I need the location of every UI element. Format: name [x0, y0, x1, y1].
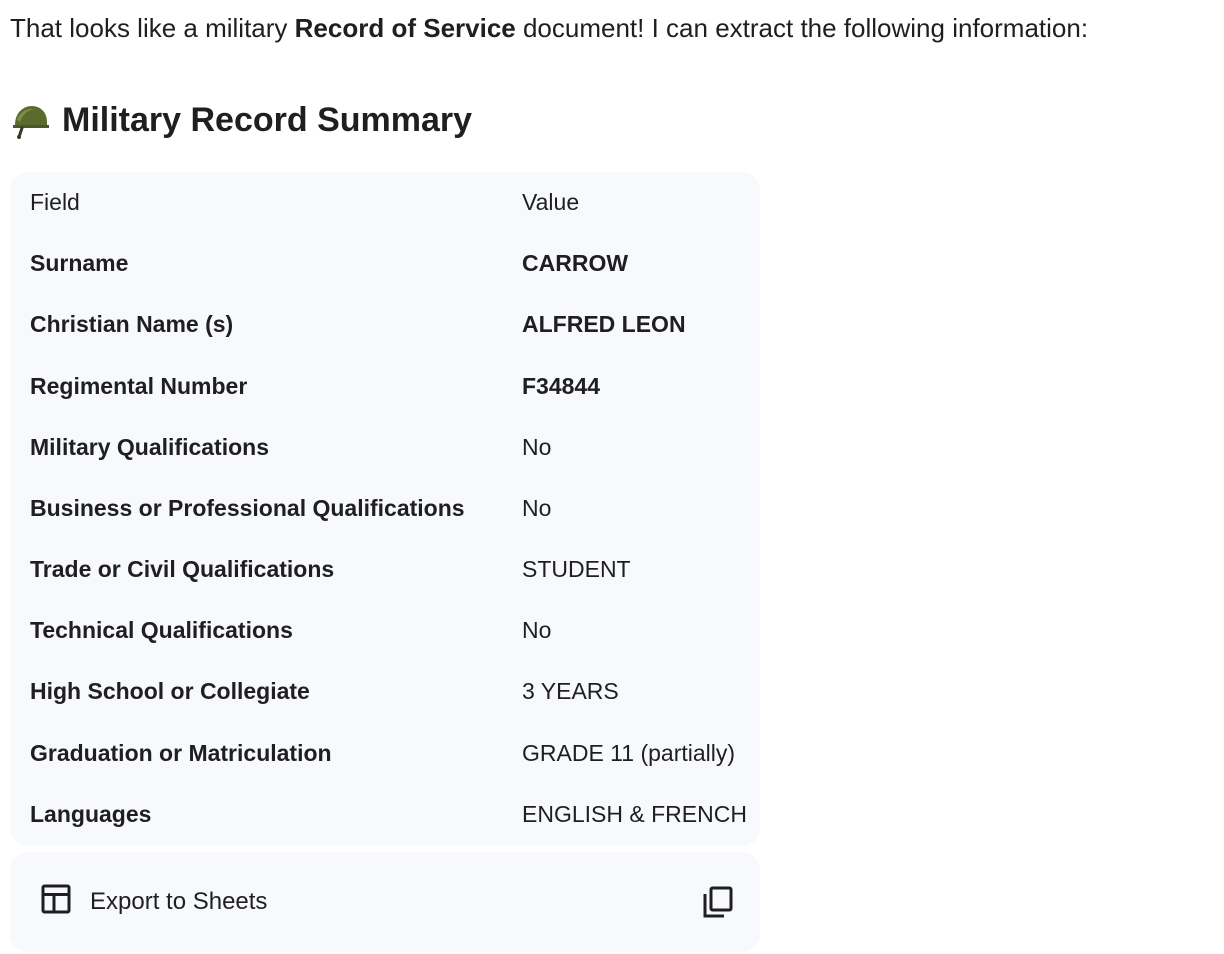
table-grid-icon	[40, 883, 72, 922]
row-field: Graduation or Matriculation	[30, 740, 332, 766]
intro-prefix: That looks like a military	[10, 13, 295, 43]
military-helmet-icon	[10, 100, 50, 140]
row-value: No	[522, 617, 552, 643]
row-value: GRADE 11 (partially)	[522, 740, 736, 766]
column-header-value: Value	[522, 189, 580, 215]
row-value: 3 YEARS	[522, 678, 619, 704]
row-field: Military Qualifications	[30, 434, 269, 460]
row-value: STUDENT	[522, 556, 631, 582]
row-field: Languages	[30, 801, 152, 827]
intro-text	[10, 10, 1088, 46]
copy-icon	[702, 906, 734, 923]
row-field: High School or Collegiate	[30, 678, 310, 704]
record-table	[10, 172, 760, 846]
table-row	[10, 723, 760, 784]
row-field: Christian Name (s)	[30, 311, 234, 337]
table-row	[10, 784, 760, 845]
row-field: Regimental Number	[30, 373, 248, 399]
intro-suffix: document! I can extract the following information:	[515, 13, 1089, 43]
row-field: Trade or Civil Qualifications	[30, 556, 335, 582]
column-header-field: Field	[30, 189, 80, 215]
section-heading	[10, 98, 472, 142]
row-value: ENGLISH & FRENCH	[522, 801, 747, 827]
intro-bold: Record of Service	[294, 13, 516, 43]
export-label: Export to Sheets	[90, 888, 268, 915]
copy-button[interactable]	[702, 885, 734, 919]
table-header-row	[10, 172, 760, 233]
row-value: No	[522, 495, 552, 521]
table-footer	[10, 852, 760, 952]
table-row	[10, 233, 760, 294]
table-row	[10, 661, 760, 722]
row-value: ALFRED LEON	[522, 311, 686, 337]
table-row	[10, 600, 760, 661]
table-row	[10, 294, 760, 355]
table-row	[10, 539, 760, 600]
page-title: Military Record Summary	[62, 101, 473, 139]
row-field: Business or Professional Qualifications	[30, 495, 465, 521]
row-value: CARROW	[522, 250, 629, 276]
row-field: Technical Qualifications	[30, 617, 293, 643]
table-row	[10, 417, 760, 478]
row-value: No	[522, 434, 552, 460]
table-row	[10, 356, 760, 417]
row-field: Surname	[30, 250, 129, 276]
row-value: F34844	[522, 373, 601, 399]
table-row	[10, 478, 760, 539]
export-to-sheets-button[interactable]	[40, 883, 267, 921]
